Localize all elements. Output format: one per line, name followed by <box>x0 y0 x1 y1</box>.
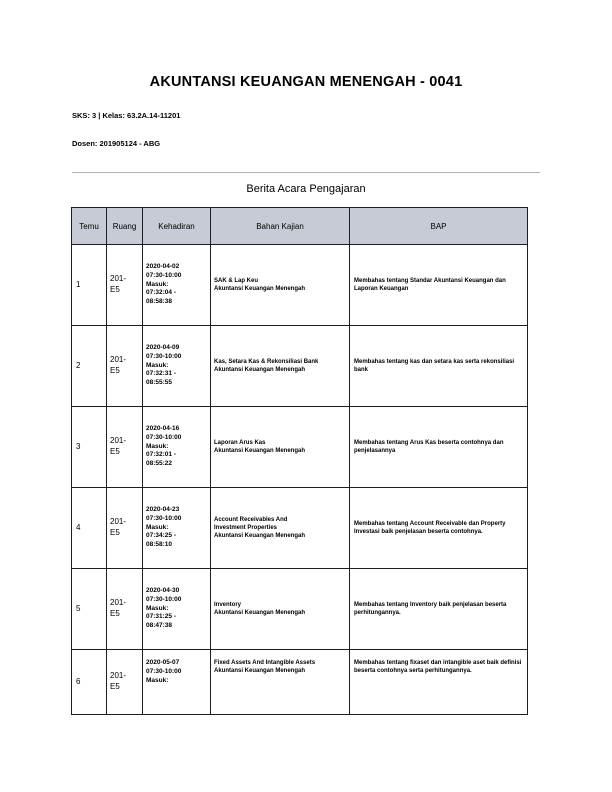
cell-bap: Membahas tentang kas dan setara kas serta rekonsiliasi bank <box>350 326 528 407</box>
cell-temu: 3 <box>72 407 107 488</box>
cell-bahan-kajian: SAK & Lap Keu Akuntansi Keuangan Menengah <box>211 245 350 326</box>
cell-kehadiran: 2020-04-16 07:30-10:00 Masuk: 07:32:01 - 08:55:22 <box>143 407 211 488</box>
cell-ruang: 201- E5 <box>107 569 143 650</box>
header-kehadiran: Kehadiran <box>143 208 211 245</box>
table-row <box>72 650 528 715</box>
cell-kehadiran: 2020-04-09 07:30-10:00 Masuk: 07:32:31 - 08:55:55 <box>143 326 211 407</box>
cell-bahan-kajian: Inventory Akuntansi Keuangan Menengah <box>211 569 350 650</box>
section-title: Berita Acara Pengajaran <box>246 183 366 195</box>
cell-ruang: 201- E5 <box>107 407 143 488</box>
cell-kehadiran: 2020-05-07 07:30-10:00 Masuk: <box>143 650 211 715</box>
cell-bahan-kajian: Kas, Setara Kas & Rekonsiliasi Bank Akuntansi Keuangan Menengah <box>211 326 350 407</box>
cell-bap: Membahas tentang Account Receivable dan Property Investasi baik penjelasan beserta contohnya. <box>350 488 528 569</box>
cell-ruang: 201- E5 <box>107 650 143 715</box>
cell-temu: 5 <box>72 569 107 650</box>
cell-bap: Membahas tentang Standar Akuntansi Keuangan dan Laporan Keuangan <box>350 245 528 326</box>
table-row <box>72 569 528 650</box>
cell-ruang: 201- E5 <box>107 488 143 569</box>
cell-bahan-kajian: Account Receivables And Investment Properties Akuntansi Keuangan Menengah <box>211 488 350 569</box>
cell-kehadiran: 2020-04-30 07:30-10:00 Masuk: 07:31:25 - 08:47:38 <box>143 569 211 650</box>
header-bap: BAP <box>350 208 528 245</box>
cell-ruang: 201- E5 <box>107 245 143 326</box>
cell-bahan-kajian: Fixed Assets And Intangible Assets Akuntansi Keuangan Menengah <box>211 650 350 715</box>
bap-table <box>71 207 528 715</box>
cell-ruang: 201- E5 <box>107 326 143 407</box>
cell-temu: 1 <box>72 245 107 326</box>
table-row <box>72 245 528 326</box>
page-title: AKUNTANSI KEUANGAN MENENGAH - 0041 <box>149 74 463 90</box>
table-header-row <box>72 208 528 245</box>
cell-bahan-kajian: Laporan Arus Kas Akuntansi Keuangan Menengah <box>211 407 350 488</box>
table-row <box>72 488 528 569</box>
header-bahan-kajian: Bahan Kajian <box>211 208 350 245</box>
section-divider <box>72 172 540 173</box>
sks-class-info: SKS: 3 | Kelas: 63.2A.14-11201 <box>72 111 181 120</box>
table-row <box>72 407 528 488</box>
cell-bap: Membahas tentang Arus Kas beserta contohnya dan penjelasannya <box>350 407 528 488</box>
lecturer-info: Dosen: 201905124 - ABG <box>72 139 161 148</box>
cell-bap: Membahas tentang fixaset dan intangible aset baik definisi beserta contohnya serta perhitungannya. <box>350 650 528 715</box>
cell-temu: 2 <box>72 326 107 407</box>
cell-bap: Membahas tentang Inventory baik penjelasan beserta perhitungannya. <box>350 569 528 650</box>
table-row <box>72 326 528 407</box>
header-temu: Temu <box>72 208 107 245</box>
header-ruang: Ruang <box>107 208 143 245</box>
cell-temu: 4 <box>72 488 107 569</box>
cell-kehadiran: 2020-04-23 07:30-10:00 Masuk: 07:34:25 - 08:58:10 <box>143 488 211 569</box>
cell-temu: 6 <box>72 650 107 715</box>
cell-kehadiran: 2020-04-02 07:30-10:00 Masuk: 07:32:04 - 08:58:38 <box>143 245 211 326</box>
